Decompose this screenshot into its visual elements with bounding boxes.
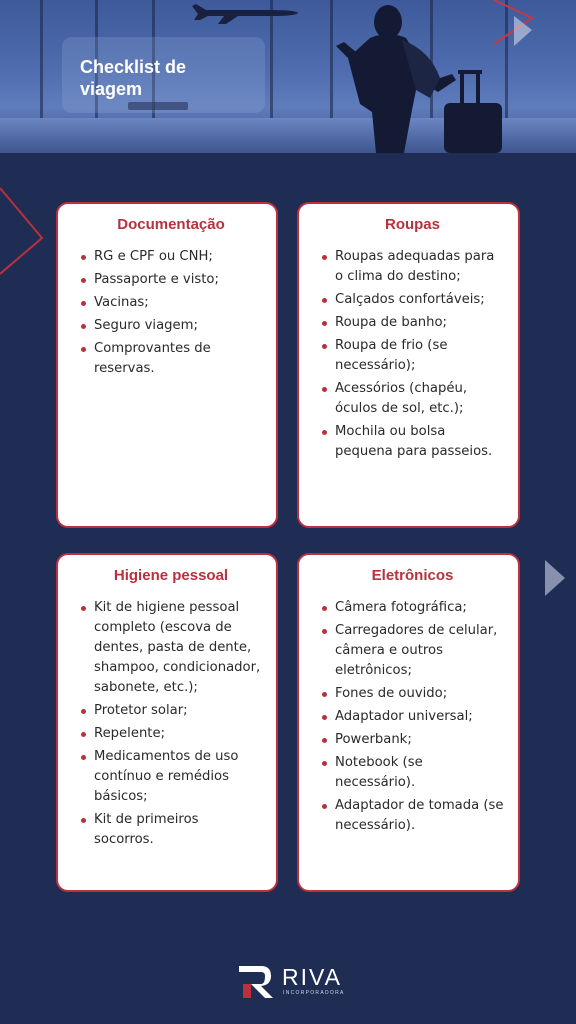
list-item: Seguro viagem; [80, 316, 262, 336]
list-item: Fones de ouvido; [321, 684, 504, 704]
title-line-1: Checklist de [80, 57, 187, 77]
list-item: Kit de primeiros socorros. [80, 810, 262, 850]
checklist [80, 598, 262, 850]
card-title: Eletrônicos [371, 567, 454, 584]
blurred-text [128, 102, 188, 110]
airplane-icon [192, 4, 298, 24]
list-item: Adaptador universal; [321, 707, 504, 727]
list-item: Medicamentos de uso contínuo e remédios básicos; [80, 747, 262, 807]
next-arrow-icon [494, 0, 532, 46]
list-item: Adaptador de tomada (se necessário). [321, 796, 504, 836]
brand-name: RIVA [282, 964, 342, 990]
decorative-chevron [0, 180, 50, 280]
list-item: RG e CPF ou CNH; [80, 247, 262, 267]
list-item: Powerbank; [321, 730, 504, 750]
list-item: Notebook (se necessário). [321, 753, 504, 793]
list-item: Mochila ou bolsa pequena para passeios. [321, 422, 504, 462]
list-item: Calçados confortáveis; [321, 290, 504, 310]
checklist [321, 598, 504, 836]
list-item: Kit de higiene pessoal completo (escova de dentes, pasta de dente, shampoo, condicionador, sabonete, etc.); [80, 598, 262, 698]
list-item: Carregadores de celular, câmera e outros eletrônicos; [321, 621, 504, 681]
list-item: Acessórios (chapéu, óculos de sol, etc.); [321, 379, 504, 419]
list-item: Roupa de banho; [321, 313, 504, 333]
traveler-silhouette [336, 5, 502, 153]
next-page-arrow-icon[interactable] [545, 560, 567, 596]
card-title: Higiene pessoal [113, 567, 229, 584]
card-documentacao [56, 202, 278, 528]
riva-logo-mark [237, 962, 277, 1002]
riva-logo [237, 962, 347, 1002]
card-title: Roupas [384, 216, 440, 233]
title-line-2: viagem [80, 79, 143, 99]
hero-banner [0, 0, 576, 153]
list-item: Protetor solar; [80, 701, 262, 721]
page-title [80, 56, 250, 100]
card-title: Documentação [117, 216, 225, 233]
list-item: Comprovantes de reservas. [80, 339, 262, 379]
list-item: Vacinas; [80, 293, 262, 313]
list-item: Roupa de frio (se necessário); [321, 336, 504, 376]
brand-tagline: INCORPORADORA [283, 990, 345, 996]
list-item: Roupas adequadas para o clima do destino; [321, 247, 504, 287]
card-eletronicos [297, 553, 520, 892]
list-item: Passaporte e visto; [80, 270, 262, 290]
checklist [321, 247, 504, 462]
card-roupas [297, 202, 520, 528]
checklist [80, 247, 262, 379]
list-item: Repelente; [80, 724, 262, 744]
list-item: Câmera fotográfica; [321, 598, 504, 618]
card-higiene-pessoal [56, 553, 278, 892]
